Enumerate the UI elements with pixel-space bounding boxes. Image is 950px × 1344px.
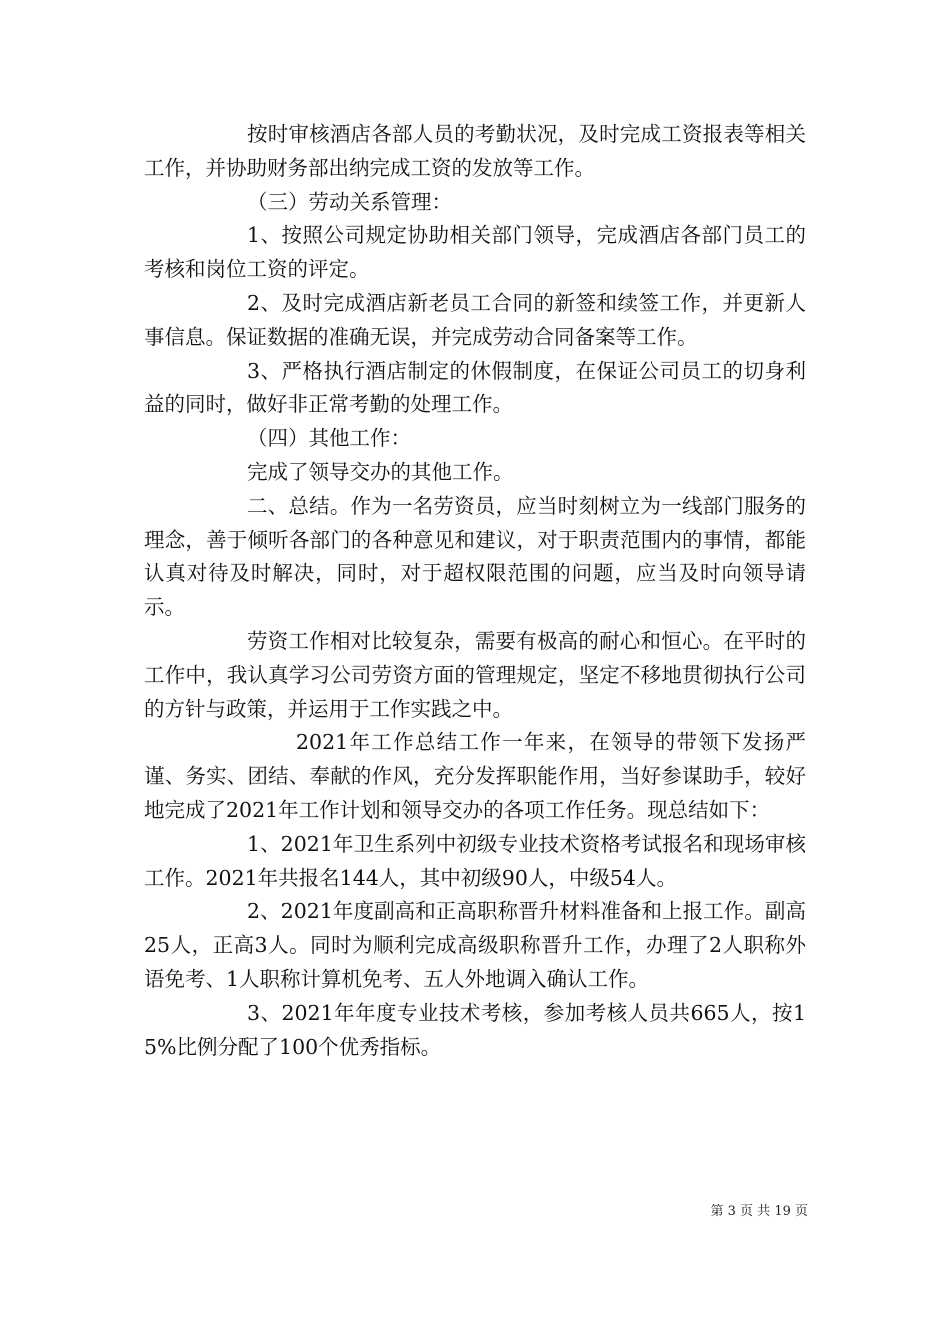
heading-labor-relations: （三）劳动关系管理：	[247, 189, 452, 214]
paragraph-other-work: 完成了领导交办的其他工作。	[247, 459, 514, 484]
paragraph-labor-2: 2、及时完成酒店新老员工合同的新签和续签工作，并更新人事信息。保证数据的准确无误，并完成劳动合同备案等工作。	[144, 290, 806, 349]
paragraph-item-2: 2、2021年度副高和正高职称晋升材料准备和上报工作。副高25人，正高3人。同时为顺利完成高级职称晋升工作，办理了2人职称外语免考、1人职称计算机免考、五人外地调入确认工作。	[144, 899, 806, 991]
paragraph-labor-1: 1、按照公司规定协助相关部门领导，完成酒店各部门员工的考核和岗位工资的评定。	[144, 223, 806, 282]
paragraph-summary: 二、总结。作为一名劳资员，应当时刻树立为一线部门服务的理念，善于倾听各部门的各种意见和建议，对于职责范围内的事情，都能认真对待及时解决，同时，对于超权限范围的问题，应当及时向领导请示。	[144, 493, 806, 620]
paragraph-labor-3: 3、严格执行酒店制定的休假制度，在保证公司员工的切身利益的同时，做好非正常考勤的处理工作。	[144, 358, 806, 417]
paragraph-2021-summary: 2021年工作总结工作一年来，在领导的带领下发扬严谨、务实、团结、奉献的作风，充分发挥职能作用，当好参谋助手，较好地完成了2021年工作计划和领导交办的各项工作任务。现总结如下：	[144, 730, 806, 822]
paragraph-item-1: 1、2021年卫生系列中初级专业技术资格考试报名和现场审核工作。2021年共报名144人，其中初级90人，中级54人。	[144, 831, 806, 890]
paragraph-item-3: 3、2021年年度专业技术考核，参加考核人员共665人，按15%比例分配了100个优秀指标。	[144, 1000, 806, 1059]
paragraph-attendance: 按时审核酒店各部人员的考勤状况，及时完成工资报表等相关工作，并协助财务部出纳完成工资的发放等工作。	[144, 122, 806, 180]
document-body	[144, 118, 806, 1064]
heading-other-work: （四）其他工作：	[247, 426, 411, 451]
page-number-footer: 第 3 页 共 19 页	[710, 1204, 808, 1219]
paragraph-labor-complexity: 劳资工作相对比较复杂，需要有极高的耐心和恒心。在平时的工作中，我认真学习公司劳资方面的管理规定，坚定不移地贯彻执行公司的方针与政策，并运用于工作实践之中。	[144, 628, 806, 721]
